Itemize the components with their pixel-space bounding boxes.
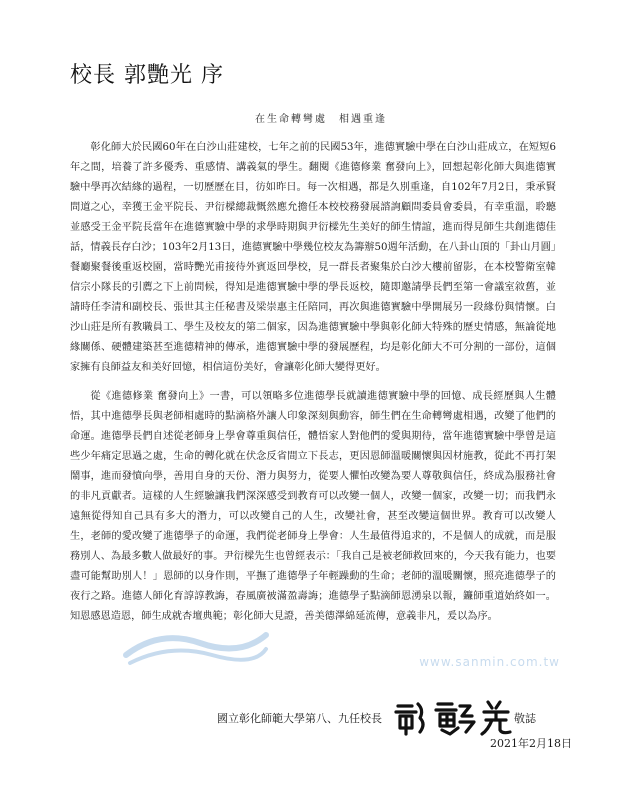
page-subtitle: 在生命轉彎處 相遇重逢 bbox=[255, 114, 387, 125]
page-title: 校長 郭艷光 序 bbox=[70, 63, 224, 88]
preface-body bbox=[70, 138, 556, 627]
signature-organization: 國立彰化師範大學第八、九任校長 bbox=[217, 712, 382, 725]
paragraph-1: 彰化師大於民國60年在白沙山莊建校，七年之前的民國53年，進德實驗中學在白沙山莊成立，在短短6年之間，培養了許多優秀、重感情、講義氣的學生。翻閱《進德修業 奮發向上》，回想起彰化師大與進德實驗中學再次結緣的過程，一切歷歷在目，彷如昨日。每一次相遇，都是久別重逢，自102年7月2日，秉承賢問道之心，幸獲王金平院長、尹衍樑總裁慨然應允擔任本校校務發展諮詢顧問委員會委員，有幸重溫，聆聽並感受王金平院長當年在進德實驗中學的求學時期與尹衍樑先生美好的師生情誼，進而得見師生共創進德佳話，情義長存白沙；103年2月13日，進德實驗中學幾位校友為籌辦50週年活動，在八卦山頂的「卦山月圓」餐廳聚餐後重返校園，當時艷光甫接待外賓返回學校，見一群長者聚集於白沙大樓前留影，在本校警衛室韓信宗小隊長的引薦之下上前問候，得知是進德實驗中學的學長返校，隨即邀請學長們至第一會議室敘舊，並請時任李清和副校長、張世其主任秘書及梁崇惠主任陪同，再次與進德實驗中學開展另一段緣份與情懷。白沙山莊是所有教職員工、學生及校友的第二個家，因為進德實驗中學與彰化師大特殊的歷史情感，無論從地緣關係、硬體建築甚至進德精神的傳承，進德實驗中學的發展歷程，均是彰化師大不可分割的一部份，這個家擁有良師益友和美好回憶，相信這份美好，會讓彰化師大變得更好。 bbox=[70, 142, 556, 373]
publisher-watermark bbox=[120, 625, 560, 673]
publisher-logo-icon bbox=[120, 625, 270, 667]
watermark-url: www.sanmin.com.tw bbox=[419, 655, 560, 669]
signature-date: 2021年2月18日 bbox=[490, 737, 572, 750]
handwritten-signature bbox=[392, 698, 522, 736]
signature-suffix: 敬誌 bbox=[514, 712, 536, 725]
paragraph-2: 從《進德修業 奮發向上》一書，可以領略多位進德學長就讀進德實驗中學的回憶、成長經歷與人生體悟，其中進德學長與老師相處時的點滴格外讓人印象深刻與動容，師生們在生命轉彎處相遇，改變了他們的命運。進德學長們自述從老師身上學會尊重與信任，體悟家人對他們的愛與期待，當年進德實驗中學曾是這些少年痛定思過之處，生命的轉化就在伏念反省間立下長志，更因恩師溫暖關懷與因材施教，從此不再打架鬧事，進而發憤向學，善用自身的天份、潛力與努力，從要人懼怕改變為要人尊敬與信任，終成為服務社會的非凡貢獻者。這樣的人生經驗讓我們深深感受到教育可以改變一個人，改變一個家，改變一切；而我們永遠無從得知自己具有多大的潛力，可以改變自己的人生，改變社會，甚至改變這個世界。教育可以改變人生，老師的愛改變了進德學子的命運，我們從老師身上學會：人生最值得追求的，不是個人的成就，而是服務別人、為最多數人做最好的事。尹衍樑先生也曾經表示：「我自己是被老師救回來的，今天我有能力，也要盡可能幫助別人！」恩師的以身作則，平撫了進德學子年輕躁動的生命；老師的溫暖關懷，照亮進德學子的夜行之路。進德人師化育諄諄教誨，春風廣被滿盈壽誨；進德學子點滴師恩湧泉以報，鐮師重道始終如一。知恩感恩造恩，師生成就杏壇典範；彰化師大見證，善美德澤綿延流傳，意義非凡，爰以為序。 bbox=[70, 391, 556, 622]
signature-block bbox=[0, 698, 560, 738]
